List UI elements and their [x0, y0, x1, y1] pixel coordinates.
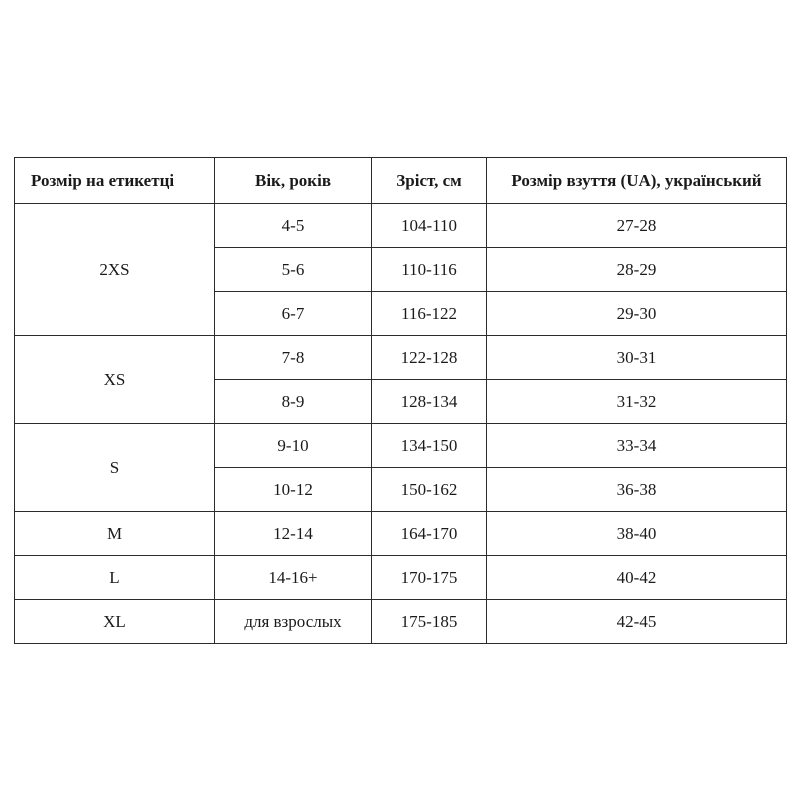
cell-height: 104-110	[372, 204, 487, 248]
cell-shoe-size: 40-42	[487, 556, 787, 600]
cell-age: 9-10	[215, 424, 372, 468]
cell-shoe-size: 27-28	[487, 204, 787, 248]
cell-height: 116-122	[372, 292, 487, 336]
table-header	[15, 158, 787, 204]
column-header-age: Вік, років	[215, 158, 372, 204]
cell-size-label: 2XS	[15, 204, 215, 336]
table-row	[15, 556, 787, 600]
cell-shoe-size: 38-40	[487, 512, 787, 556]
cell-height: 128-134	[372, 380, 487, 424]
cell-height: 170-175	[372, 556, 487, 600]
cell-height: 134-150	[372, 424, 487, 468]
cell-age: 4-5	[215, 204, 372, 248]
cell-shoe-size: 31-32	[487, 380, 787, 424]
cell-shoe-size: 36-38	[487, 468, 787, 512]
cell-age: 7-8	[215, 336, 372, 380]
table-row	[15, 512, 787, 556]
table-row	[15, 424, 787, 468]
size-chart-container	[14, 157, 786, 644]
table-row	[15, 336, 787, 380]
size-chart-table	[14, 157, 787, 644]
table-row	[15, 600, 787, 644]
cell-age: 12-14	[215, 512, 372, 556]
cell-age: для взрослых	[215, 600, 372, 644]
table-body	[15, 204, 787, 644]
cell-shoe-size: 33-34	[487, 424, 787, 468]
cell-size-label: L	[15, 556, 215, 600]
cell-shoe-size: 29-30	[487, 292, 787, 336]
cell-age: 6-7	[215, 292, 372, 336]
cell-height: 150-162	[372, 468, 487, 512]
cell-age: 8-9	[215, 380, 372, 424]
column-header-size-label: Розмір на етикетці	[15, 158, 215, 204]
cell-height: 175-185	[372, 600, 487, 644]
cell-size-label: XL	[15, 600, 215, 644]
cell-size-label: XS	[15, 336, 215, 424]
cell-age: 5-6	[215, 248, 372, 292]
table-row	[15, 204, 787, 248]
cell-age: 10-12	[215, 468, 372, 512]
cell-shoe-size: 30-31	[487, 336, 787, 380]
cell-age: 14-16+	[215, 556, 372, 600]
column-header-shoe-size: Розмір взуття (UA), український	[487, 158, 787, 204]
table-header-row	[15, 158, 787, 204]
cell-shoe-size: 42-45	[487, 600, 787, 644]
cell-height: 110-116	[372, 248, 487, 292]
column-header-height: Зріст, см	[372, 158, 487, 204]
cell-height: 164-170	[372, 512, 487, 556]
cell-size-label: M	[15, 512, 215, 556]
cell-shoe-size: 28-29	[487, 248, 787, 292]
cell-height: 122-128	[372, 336, 487, 380]
cell-size-label: S	[15, 424, 215, 512]
